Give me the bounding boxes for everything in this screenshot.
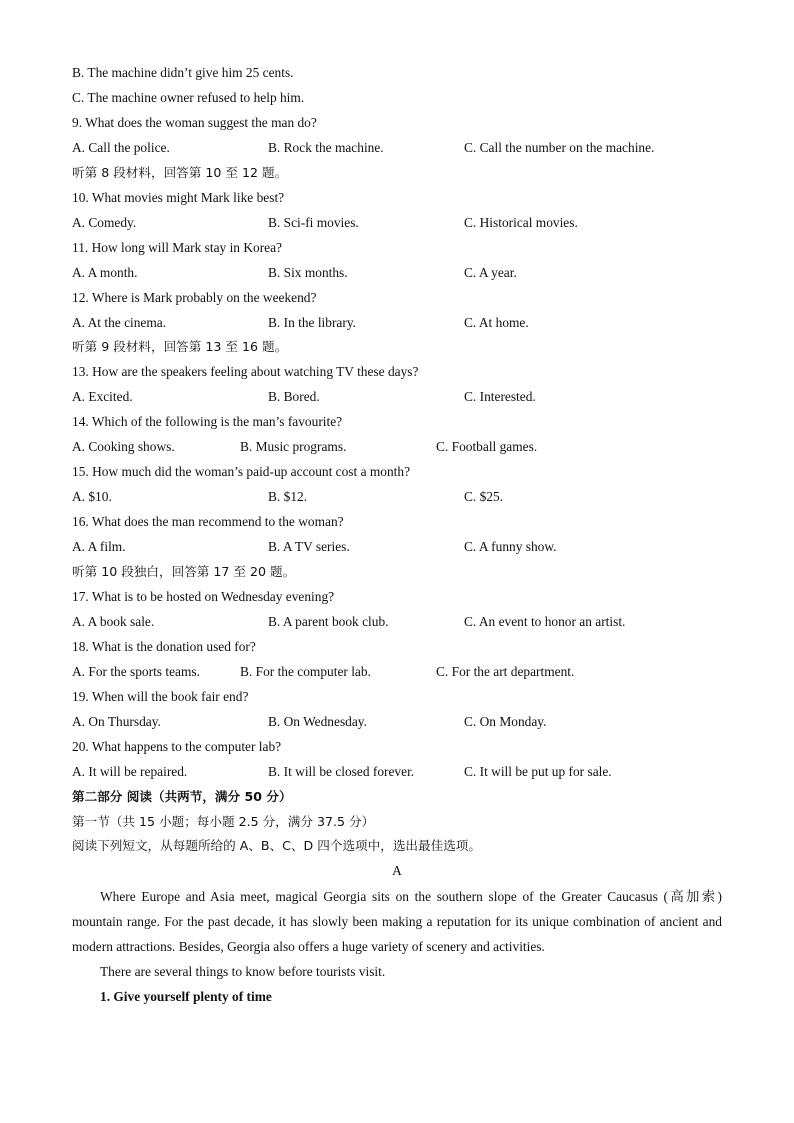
option-a: A. Cooking shows. (72, 439, 175, 455)
options-row (72, 213, 722, 233)
question-text: 17. What is to be hosted on Wednesday evening? (72, 588, 335, 604)
option-c: C. Historical movies. (464, 214, 578, 230)
section-instruction: 阅读下列短文，从每题所给的 A、B、C、D 四个选项中，选出最佳选项。 (72, 838, 481, 854)
option-b: B. Sci-fi movies. (268, 214, 359, 230)
option-b: B. $12. (268, 489, 308, 505)
options-row (72, 487, 722, 507)
option-c: C. On Monday. (464, 713, 547, 729)
option-b: B. Rock the machine. (268, 139, 384, 155)
passage-paragraph-1: Where Europe and Asia meet, magical Georgia sits on the southern slope of the Greater Caucasus (高加索) mountain range. For the past decade, it has slowly been making a reputation for its unique combination of ancient and modern attractions. Besides, Georgia also offers a huge variety of scenery and activities. (72, 889, 722, 954)
option-b: B. Six months. (268, 264, 348, 280)
section-instruction: 第一节（共 15 小题；每小题 2.5 分，满分 37.5 分） (72, 813, 375, 829)
option-c: C. An event to honor an artist. (464, 613, 626, 629)
option-b: B. A TV series. (268, 539, 350, 555)
option-a: A. A book sale. (72, 613, 155, 629)
passage-heading-1: 1. Give yourself plenty of time (100, 989, 272, 1004)
option-a: A. $10. (72, 489, 112, 505)
passage-paragraph-2: There are several things to know before tourists visit. (100, 964, 386, 979)
section-instruction: 听第 8 段材料，回答第 10 至 12 题。 (72, 164, 288, 180)
option-b: B. It will be closed forever. (268, 763, 415, 779)
question-text: B. The machine didn’t give him 25 cents. (72, 65, 294, 80)
option-c: C. It will be put up for sale. (464, 763, 612, 779)
option-b: B. Music programs. (240, 439, 347, 455)
option-c: C. At home. (464, 314, 529, 330)
option-a: A. At the cinema. (72, 314, 167, 330)
option-c: C. Football games. (436, 439, 538, 455)
option-b: B. In the library. (268, 314, 357, 330)
passage-label: A (392, 863, 402, 879)
section-instruction: 第二部分 阅读（共两节，满分 50 分） (72, 788, 292, 804)
question-text: 12. Where is Mark probably on the weekend? (72, 289, 317, 305)
question-text: 9. What does the woman suggest the man do? (72, 114, 317, 130)
options-row (72, 762, 722, 782)
option-a: A. For the sports teams. (72, 663, 200, 679)
option-a: A. A month. (72, 264, 138, 280)
options-row (72, 662, 722, 682)
option-c: C. Interested. (464, 389, 536, 405)
option-a: A. Call the police. (72, 139, 170, 155)
options-row (72, 138, 722, 158)
question-text: 18. What is the donation used for? (72, 638, 256, 654)
option-a: A. On Thursday. (72, 713, 161, 729)
question-text: 15. How much did the woman’s paid-up account cost a month? (72, 464, 411, 480)
section-instruction: 听第 9 段材料，回答第 13 至 16 题。 (72, 339, 288, 355)
question-text: 10. What movies might Mark like best? (72, 189, 285, 205)
option-a: A. Excited. (72, 389, 133, 405)
option-b: B. Bored. (268, 389, 320, 405)
option-a: A. A film. (72, 539, 126, 555)
options-row (72, 437, 722, 457)
option-c: C. A year. (464, 264, 517, 280)
option-a: A. It will be repaired. (72, 763, 188, 779)
question-text: 14. Which of the following is the man’s favourite? (72, 414, 343, 430)
question-text: 20. What happens to the computer lab? (72, 738, 282, 754)
option-a: A. Comedy. (72, 214, 137, 230)
option-c: C. $25. (464, 489, 504, 505)
options-row (72, 387, 722, 407)
question-text: 16. What does the man recommend to the woman? (72, 514, 344, 530)
options-row (72, 612, 722, 632)
option-b: B. For the computer lab. (240, 663, 371, 679)
option-c: C. For the art department. (436, 663, 575, 679)
option-c: C. A funny show. (464, 539, 557, 555)
option-b: B. A parent book club. (268, 613, 389, 629)
options-row (72, 537, 722, 557)
question-text: C. The machine owner refused to help him. (72, 89, 305, 105)
question-text: 13. How are the speakers feeling about watching TV these days? (72, 364, 419, 380)
option-b: B. On Wednesday. (268, 713, 367, 729)
options-row (72, 313, 722, 333)
question-text: 11. How long will Mark stay in Korea? (72, 239, 282, 255)
question-text: 19. When will the book fair end? (72, 688, 249, 704)
option-c: C. Call the number on the machine. (464, 139, 655, 155)
section-instruction: 听第 10 段独白，回答第 17 至 20 题。 (72, 564, 296, 579)
options-row (72, 263, 722, 283)
options-row (72, 712, 722, 732)
